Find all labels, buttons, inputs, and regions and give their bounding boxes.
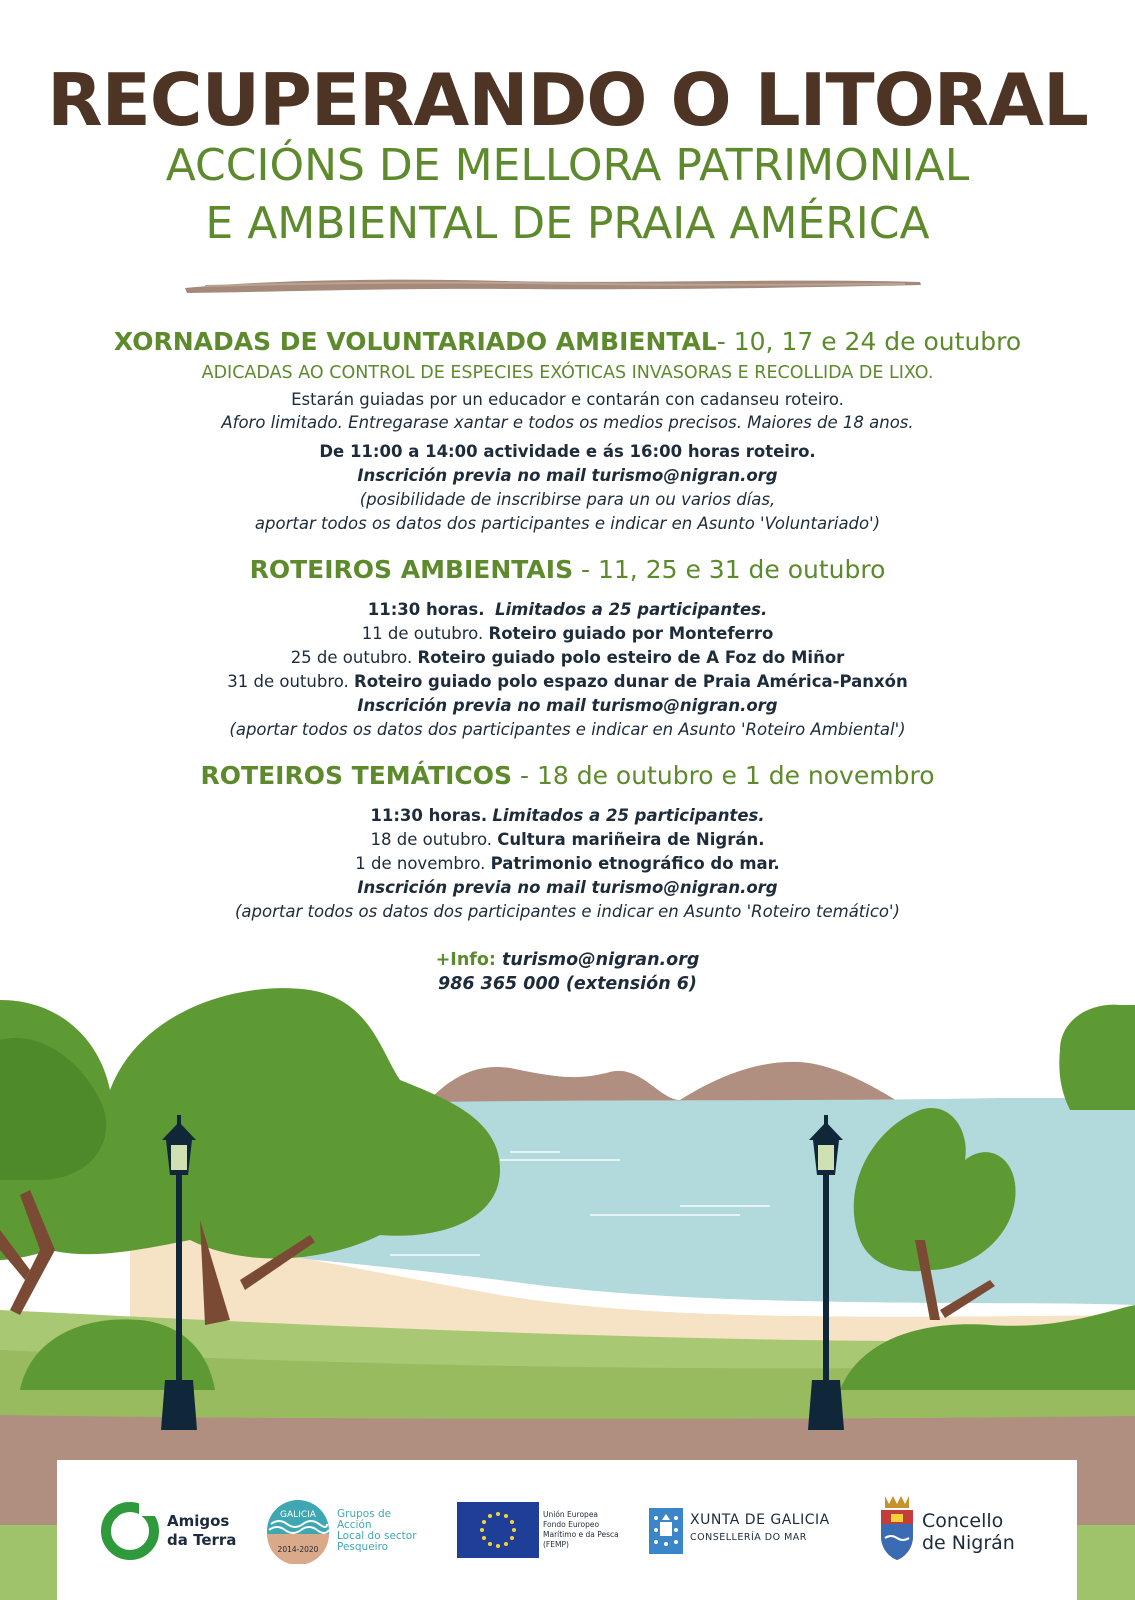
section-themed-item1-date: 18 de outubro. bbox=[370, 830, 493, 849]
left-tree bbox=[0, 988, 500, 1325]
section-volunteering-line2: Aforo limitado. Entregarase xantar e todos os medios precisos. Maiores de 18 anos. bbox=[221, 413, 914, 432]
xunta-conselleria-text: CONSELLERÍA DO MAR bbox=[690, 1532, 807, 1543]
info-label: +Info: bbox=[435, 950, 496, 970]
section-routes-limit: Limitados a 25 participantes. bbox=[494, 600, 768, 619]
section-routes-title bbox=[0, 555, 1135, 584]
section-themed-item2 bbox=[0, 854, 1135, 873]
galicia-galp-logo-icon bbox=[265, 1498, 331, 1564]
section-routes-item1-date: 11 de outubro. bbox=[361, 624, 484, 643]
brush-stroke-divider bbox=[185, 276, 925, 298]
section-routes-signup: Inscrición previa no mail turismo@nigran.org bbox=[357, 696, 778, 715]
section-routes-item2 bbox=[0, 648, 1135, 667]
xunta-de-galicia-emblem-icon bbox=[649, 1508, 683, 1554]
section-themed-note: (aportar todos os datos dos participantes e indicar en Asunto 'Roteiro temático') bbox=[235, 902, 900, 921]
amigos-da-terra-logo-text: Amigos da Terra bbox=[167, 1512, 237, 1549]
section-routes-item3 bbox=[0, 672, 1135, 691]
section-routes-note: (aportar todos os datos dos participantes e indicar en Asunto 'Roteiro Ambiental') bbox=[229, 720, 906, 739]
concello-de-nigran-coat-of-arms-icon bbox=[877, 1492, 917, 1562]
section-themed-title-main: ROTEIROS TEMÁTICOS bbox=[200, 761, 513, 790]
section-themed-signup: Inscrición previa no mail turismo@nigran.org bbox=[357, 878, 778, 897]
section-routes-hours: 11:30 horas. bbox=[367, 600, 485, 619]
section-routes-item3-date: 31 de outubro. bbox=[227, 672, 349, 691]
info-email: turismo@nigran.org bbox=[502, 950, 700, 970]
section-themed-item1 bbox=[0, 830, 1135, 849]
eu-flag-icon bbox=[457, 1502, 539, 1558]
poster-subtitle-line1: ACCIÓNS DE MELLORA PATRIMONIAL bbox=[165, 140, 970, 191]
right-edge-tree bbox=[1059, 1005, 1135, 1110]
section-routes-item2-text: Roteiro guiado polo esteiro de A Foz do Miñor bbox=[417, 648, 845, 667]
section-volunteering-title-dates: - 10, 17 e 24 de outubro bbox=[716, 327, 1022, 356]
info-contact bbox=[0, 950, 1135, 970]
section-routes-item3-text: Roteiro guiado polo espazo dunar de Praia América-Panxón bbox=[354, 672, 908, 691]
section-routes-hours-line bbox=[0, 600, 1135, 619]
galp-logo-text: Grupos de Acción Local do sector Pesqueiro bbox=[337, 1508, 417, 1553]
section-themed-item2-text: Patrimonio etnográfico do mar. bbox=[490, 854, 780, 873]
section-volunteering-line1: Estarán guiadas por un educador e contarán con cadanseu roteiro. bbox=[291, 390, 844, 409]
info-phone: 986 365 000 (extensión 6) bbox=[438, 974, 697, 994]
amigos-da-terra-logo-icon bbox=[99, 1500, 161, 1562]
section-themed-item2-date: 1 de novembro. bbox=[355, 854, 486, 873]
sponsor-logos-bar bbox=[57, 1460, 1077, 1600]
section-routes-title-main: ROTEIROS AMBIENTAIS bbox=[249, 555, 574, 584]
section-routes-item1-text: Roteiro guiado por Monteferro bbox=[488, 624, 774, 643]
section-volunteering-title-main: XORNADAS DE VOLUNTARIADO AMBIENTAL bbox=[113, 327, 717, 356]
galicia-badge-text: GALICIA bbox=[280, 1510, 316, 1520]
eu-femp-logo-text: Unión Europea Fondo Europeo Marítimo e da Pesca (FEMP) bbox=[543, 1510, 619, 1549]
section-volunteering-note1: (posibilidade de inscribirse para un ou varios días, bbox=[359, 490, 776, 509]
section-themed-title-dates: - 18 de outubro e 1 de novembro bbox=[512, 761, 935, 790]
section-volunteering-note2: aportar todos os datos dos participantes e indicar en Asunto 'Voluntariado') bbox=[254, 514, 881, 533]
section-volunteering-caps: ADICADAS AO CONTROL DE ESPECIES EXÓTICAS INVASORAS E RECOLLIDA DE LIXO. bbox=[201, 363, 934, 383]
poster-subtitle-line2: E AMBIENTAL DE PRAIA AMÉRICA bbox=[205, 198, 930, 249]
poster-title: RECUPERANDO O LITORAL bbox=[47, 58, 1088, 142]
section-routes-item1 bbox=[0, 624, 1135, 643]
concello-de-nigran-logo-text: Concello de Nigrán bbox=[922, 1510, 1015, 1554]
section-volunteering-schedule: De 11:00 a 14:00 actividade e ás 16:00 horas roteiro. bbox=[319, 442, 816, 461]
section-themed-item1-text: Cultura mariñeira de Nigrán. bbox=[497, 830, 765, 849]
galicia-years-text: 2014-2020 bbox=[277, 1545, 319, 1554]
xunta-logo-text: XUNTA DE GALICIA bbox=[690, 1512, 830, 1528]
section-volunteering-signup: Inscrición previa no mail turismo@nigran.org bbox=[357, 466, 778, 485]
section-routes-item2-date: 25 de outubro. bbox=[290, 648, 413, 667]
section-themed-title bbox=[0, 761, 1135, 790]
section-volunteering-title bbox=[0, 327, 1135, 356]
section-routes-title-dates: - 11, 25 e 31 de outubro bbox=[573, 555, 886, 584]
section-themed-limit: Limitados a 25 participantes. bbox=[492, 806, 765, 825]
section-themed-hours-line bbox=[0, 806, 1135, 825]
section-themed-hours: 11:30 horas. bbox=[370, 806, 488, 825]
